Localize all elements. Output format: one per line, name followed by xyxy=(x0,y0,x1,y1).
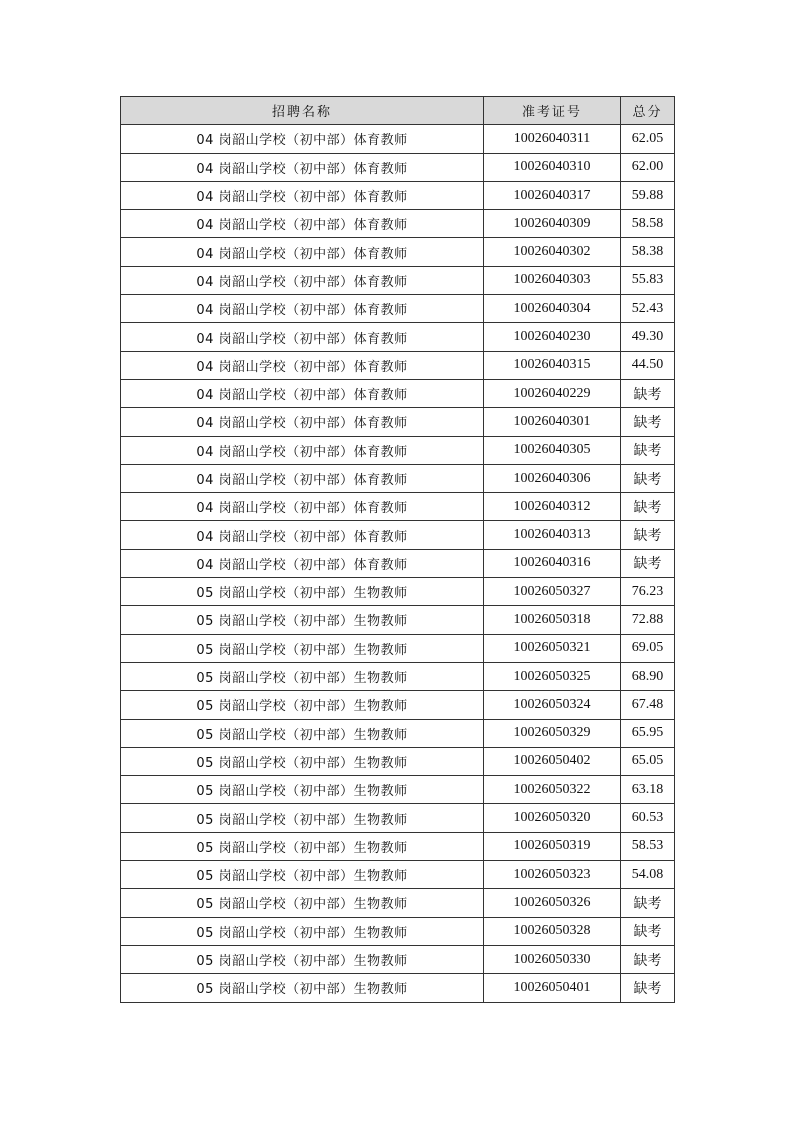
table-row xyxy=(121,521,675,549)
cell-position-name: 05 岗韶山学校（初中部）生物教师 xyxy=(121,719,484,747)
table-row xyxy=(121,379,675,407)
table-row xyxy=(121,747,675,775)
header-row xyxy=(121,97,675,125)
cell-position-name: 04 岗韶山学校（初中部）体育教师 xyxy=(121,153,484,181)
cell-exam-number: 10026040306 xyxy=(484,464,621,492)
table-body xyxy=(121,125,675,1002)
cell-exam-number: 10026040301 xyxy=(484,408,621,436)
cell-position-name: 04 岗韶山学校（初中部）体育教师 xyxy=(121,238,484,266)
cell-position-name: 05 岗韶山学校（初中部）生物教师 xyxy=(121,606,484,634)
cell-total-score: 62.05 xyxy=(621,125,675,153)
cell-total-score: 缺考 xyxy=(621,408,675,436)
cell-exam-number: 10026040312 xyxy=(484,493,621,521)
table-row xyxy=(121,210,675,238)
cell-total-score: 55.83 xyxy=(621,266,675,294)
table-row xyxy=(121,295,675,323)
cell-position-name: 04 岗韶山学校（初中部）体育教师 xyxy=(121,351,484,379)
cell-total-score: 67.48 xyxy=(621,691,675,719)
table-row xyxy=(121,238,675,266)
cell-total-score: 缺考 xyxy=(621,379,675,407)
cell-total-score: 65.05 xyxy=(621,747,675,775)
cell-total-score: 76.23 xyxy=(621,578,675,606)
table-row xyxy=(121,266,675,294)
cell-position-name: 05 岗韶山学校（初中部）生物教师 xyxy=(121,861,484,889)
cell-position-name: 05 岗韶山学校（初中部）生物教师 xyxy=(121,804,484,832)
cell-total-score: 缺考 xyxy=(621,889,675,917)
cell-exam-number: 10026050323 xyxy=(484,861,621,889)
cell-exam-number: 10026040304 xyxy=(484,295,621,323)
header-total-score: 总分 xyxy=(621,97,675,125)
cell-total-score: 68.90 xyxy=(621,662,675,690)
table-row xyxy=(121,408,675,436)
cell-total-score: 72.88 xyxy=(621,606,675,634)
table-row xyxy=(121,917,675,945)
cell-position-name: 04 岗韶山学校（初中部）体育教师 xyxy=(121,493,484,521)
cell-total-score: 62.00 xyxy=(621,153,675,181)
cell-total-score: 65.95 xyxy=(621,719,675,747)
cell-exam-number: 10026040317 xyxy=(484,181,621,209)
table-row xyxy=(121,436,675,464)
cell-total-score: 52.43 xyxy=(621,295,675,323)
table-header xyxy=(121,97,675,125)
cell-exam-number: 10026050318 xyxy=(484,606,621,634)
cell-position-name: 05 岗韶山学校（初中部）生物教师 xyxy=(121,974,484,1002)
cell-position-name: 05 岗韶山学校（初中部）生物教师 xyxy=(121,634,484,662)
cell-exam-number: 10026040310 xyxy=(484,153,621,181)
cell-exam-number: 10026050327 xyxy=(484,578,621,606)
table-row xyxy=(121,181,675,209)
cell-position-name: 05 岗韶山学校（初中部）生物教师 xyxy=(121,776,484,804)
cell-total-score: 缺考 xyxy=(621,521,675,549)
results-table xyxy=(120,96,675,1003)
table-row xyxy=(121,691,675,719)
cell-total-score: 59.88 xyxy=(621,181,675,209)
cell-exam-number: 10026050326 xyxy=(484,889,621,917)
cell-exam-number: 10026040229 xyxy=(484,379,621,407)
cell-total-score: 缺考 xyxy=(621,493,675,521)
cell-exam-number: 10026040230 xyxy=(484,323,621,351)
cell-exam-number: 10026050319 xyxy=(484,832,621,860)
cell-position-name: 04 岗韶山学校（初中部）体育教师 xyxy=(121,408,484,436)
cell-total-score: 44.50 xyxy=(621,351,675,379)
cell-total-score: 缺考 xyxy=(621,974,675,1002)
table-row xyxy=(121,578,675,606)
cell-total-score: 58.38 xyxy=(621,238,675,266)
cell-total-score: 缺考 xyxy=(621,917,675,945)
cell-total-score: 58.58 xyxy=(621,210,675,238)
cell-exam-number: 10026050328 xyxy=(484,917,621,945)
table-row xyxy=(121,974,675,1002)
table-row xyxy=(121,945,675,973)
cell-exam-number: 10026040305 xyxy=(484,436,621,464)
table-row xyxy=(121,549,675,577)
cell-exam-number: 10026040309 xyxy=(484,210,621,238)
cell-position-name: 04 岗韶山学校（初中部）体育教师 xyxy=(121,521,484,549)
table-row xyxy=(121,861,675,889)
cell-position-name: 05 岗韶山学校（初中部）生物教师 xyxy=(121,832,484,860)
cell-exam-number: 10026050402 xyxy=(484,747,621,775)
table-row xyxy=(121,804,675,832)
cell-position-name: 04 岗韶山学校（初中部）体育教师 xyxy=(121,266,484,294)
cell-exam-number: 10026050324 xyxy=(484,691,621,719)
cell-exam-number: 10026040315 xyxy=(484,351,621,379)
cell-total-score: 缺考 xyxy=(621,436,675,464)
table-row xyxy=(121,125,675,153)
cell-total-score: 54.08 xyxy=(621,861,675,889)
cell-position-name: 04 岗韶山学校（初中部）体育教师 xyxy=(121,379,484,407)
table-row xyxy=(121,889,675,917)
cell-position-name: 05 岗韶山学校（初中部）生物教师 xyxy=(121,662,484,690)
cell-exam-number: 10026050320 xyxy=(484,804,621,832)
cell-exam-number: 10026040316 xyxy=(484,549,621,577)
cell-total-score: 49.30 xyxy=(621,323,675,351)
cell-position-name: 05 岗韶山学校（初中部）生物教师 xyxy=(121,747,484,775)
cell-position-name: 05 岗韶山学校（初中部）生物教师 xyxy=(121,889,484,917)
cell-exam-number: 10026050401 xyxy=(484,974,621,1002)
table-row xyxy=(121,606,675,634)
cell-total-score: 60.53 xyxy=(621,804,675,832)
cell-total-score: 缺考 xyxy=(621,549,675,577)
cell-position-name: 04 岗韶山学校（初中部）体育教师 xyxy=(121,125,484,153)
table-row xyxy=(121,153,675,181)
cell-position-name: 04 岗韶山学校（初中部）体育教师 xyxy=(121,210,484,238)
cell-exam-number: 10026050321 xyxy=(484,634,621,662)
table-row xyxy=(121,719,675,747)
cell-position-name: 04 岗韶山学校（初中部）体育教师 xyxy=(121,436,484,464)
cell-position-name: 04 岗韶山学校（初中部）体育教师 xyxy=(121,181,484,209)
cell-position-name: 05 岗韶山学校（初中部）生物教师 xyxy=(121,578,484,606)
cell-position-name: 04 岗韶山学校（初中部）体育教师 xyxy=(121,295,484,323)
cell-exam-number: 10026050322 xyxy=(484,776,621,804)
cell-total-score: 58.53 xyxy=(621,832,675,860)
cell-position-name: 05 岗韶山学校（初中部）生物教师 xyxy=(121,917,484,945)
table-row xyxy=(121,634,675,662)
header-exam-number: 准考证号 xyxy=(484,97,621,125)
table-row xyxy=(121,662,675,690)
cell-position-name: 04 岗韶山学校（初中部）体育教师 xyxy=(121,323,484,351)
cell-exam-number: 10026040303 xyxy=(484,266,621,294)
cell-total-score: 63.18 xyxy=(621,776,675,804)
cell-exam-number: 10026050330 xyxy=(484,945,621,973)
cell-total-score: 69.05 xyxy=(621,634,675,662)
table-row xyxy=(121,776,675,804)
table-row xyxy=(121,351,675,379)
table-row xyxy=(121,464,675,492)
cell-position-name: 04 岗韶山学校（初中部）体育教师 xyxy=(121,549,484,577)
cell-exam-number: 10026050329 xyxy=(484,719,621,747)
table-row xyxy=(121,493,675,521)
cell-exam-number: 10026040313 xyxy=(484,521,621,549)
cell-total-score: 缺考 xyxy=(621,464,675,492)
cell-position-name: 04 岗韶山学校（初中部）体育教师 xyxy=(121,464,484,492)
cell-exam-number: 10026040302 xyxy=(484,238,621,266)
table-row xyxy=(121,832,675,860)
cell-exam-number: 10026040311 xyxy=(484,125,621,153)
cell-position-name: 05 岗韶山学校（初中部）生物教师 xyxy=(121,945,484,973)
header-position-name: 招聘名称 xyxy=(121,97,484,125)
cell-position-name: 05 岗韶山学校（初中部）生物教师 xyxy=(121,691,484,719)
cell-exam-number: 10026050325 xyxy=(484,662,621,690)
table-row xyxy=(121,323,675,351)
cell-total-score: 缺考 xyxy=(621,945,675,973)
